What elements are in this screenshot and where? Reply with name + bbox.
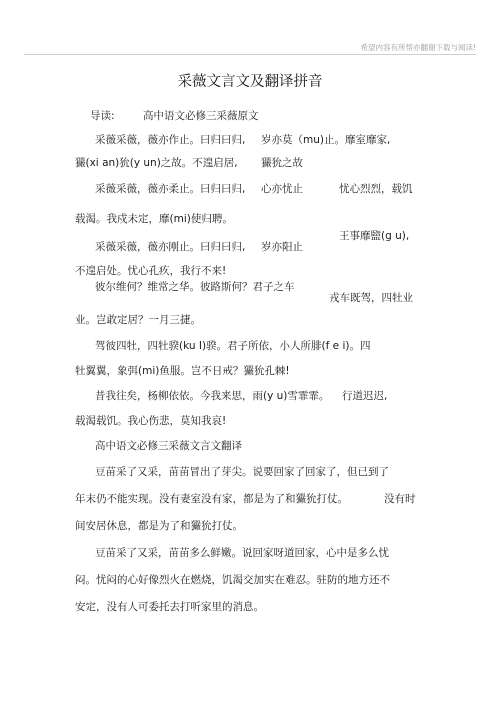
text-line: 岁亦阳止: [261, 241, 303, 253]
text-line: 彼尔维何？维常之华。彼路斯何？君子之车: [95, 281, 295, 293]
text-line: 采薇采薇，薇亦刚止。曰归曰归,: [95, 241, 246, 253]
text-line: 没有时: [384, 493, 416, 505]
text-line: 戎车既驾，四牡业: [329, 292, 413, 304]
header-divider: [24, 54, 476, 55]
text-line: 年末仍不能实现。没有妻室没有家，都是为了和玁狁打仗。: [75, 493, 348, 505]
text-line: 载渴。我戍未定，靡(mi)使归聘。: [75, 213, 233, 225]
text-line: 安定，没有人可委托去打听家里的消息。: [75, 601, 264, 613]
text-line: 采薇采薇，薇亦作止。曰归曰归,: [95, 134, 246, 146]
text-line: 闷。忧闷的心好像烈火在燃烧，饥渴交加实在难忍。驻防的地方还不: [75, 574, 390, 586]
text-line: 驾彼四牡，四牡骙(ku I)骙。君子所依，小人所腓(f e i)。四: [95, 340, 371, 352]
text-line: 昔我往矣，杨柳依依。今我来思，雨(y u)雪霏霏。: [95, 390, 330, 402]
intro-text: 高中语文必修三采薇原文: [143, 110, 259, 122]
text-line: 心亦忧止: [261, 183, 303, 195]
text-line: 玁(xi an)狁(y un)之故。不遑启居,: [75, 157, 238, 169]
page-title: 采薇文言文及翻译拼音: [177, 74, 323, 90]
intro-label: 导读:: [90, 110, 115, 122]
header-watermark: 希望内容有所帮亦翻谢下载与阅读!: [360, 43, 476, 52]
text-line: 豆苗采了又采，苗苗多么鲜嫩。说回家呀道回家，心中是多么忧: [95, 547, 389, 559]
text-line: 不遑启处。忧心孔疚，我行不来!: [75, 265, 227, 277]
text-line: 采薇采薇，薇亦柔止。曰归曰归,: [95, 183, 246, 195]
text-line: 载渴载饥。我心伤悲，莫知我哀!: [75, 415, 227, 427]
text-line: 玁狁之故: [261, 157, 303, 169]
text-line: 豆苗采了又采，苗苗冒出了芽尖。说要回家了回家了，但已到了: [95, 466, 389, 478]
section-heading: 高中语文必修三采薇文言文翻译: [95, 440, 242, 452]
text-line: 行道迟迟,: [342, 390, 388, 402]
text-line: 间安居休息，都是为了和玁狁打仗。: [75, 520, 243, 532]
text-line: 业。岂敢定居？一月三捷。: [75, 314, 201, 326]
text-line: 岁亦莫（mu)止。靡室靡家,: [261, 134, 391, 146]
text-line: 王事靡盬(g u),: [339, 230, 410, 242]
text-line: 忧心烈烈，载饥: [339, 183, 413, 195]
text-line: 牡翼翼，象弭(mi)鱼服。岂不日戒？玁狁孔棘!: [75, 365, 290, 377]
